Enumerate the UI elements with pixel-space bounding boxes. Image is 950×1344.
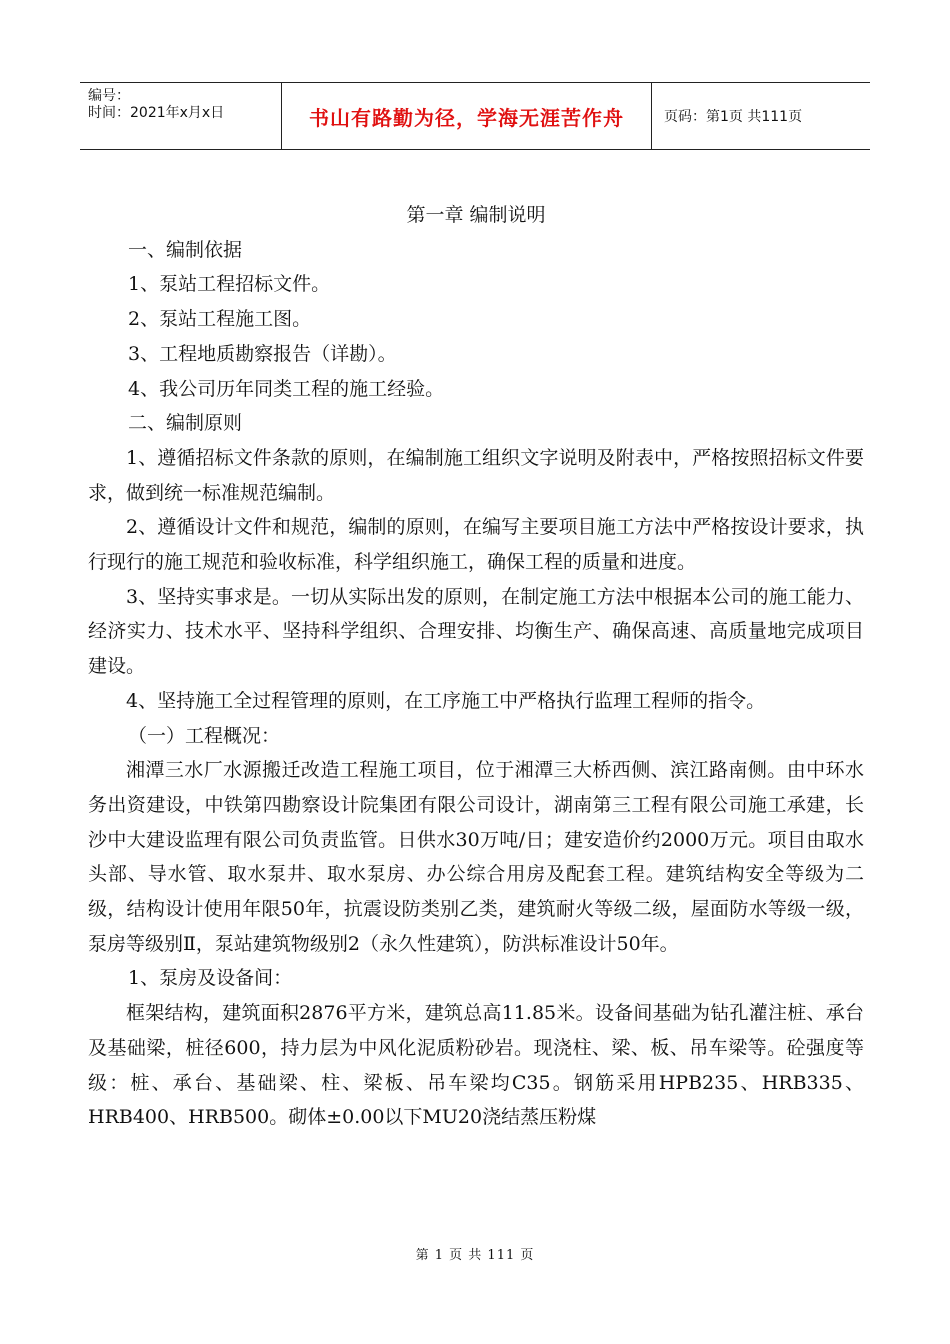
list-item: 3、工程地质勘察报告（详勘）。 [128, 342, 397, 365]
document-body [88, 198, 864, 1135]
list-item: 4、我公司历年同类工程的施工经验。 [128, 377, 445, 400]
principle-paragraph: 4、坚持施工全过程管理的原则，在工序施工中严格执行监理工程师的指令。 [126, 689, 766, 712]
principle-paragraph: 3、坚持实事求是。一切从实际出发的原则，在制定施工方法中根据本公司的施工能力、经济实力、技术水平、坚持科学组织、合理安排、均衡生产、确保高速、高质量地完成项目建设。 [88, 585, 864, 678]
pump-room-title: 1、泵房及设备间： [128, 967, 293, 990]
principle-paragraph: 2、遵循设计文件和规范，编制的原则，在编写主要项目施工方法中严格按设计要求，执行现行的施工规范和验收标准，科学组织施工，确保工程的质量和进度。 [88, 516, 864, 574]
overview-title: （一）工程概况： [128, 724, 281, 747]
document-time-label: 时间：2021年x月x日 [88, 105, 225, 121]
pump-room-paragraph: 框架结构，建筑面积2876平方米，建筑总高11.85米。设备间基础为钻孔灌注桩、承台及基础梁，桩径600，持力层为中风化泥质粉砂岩。现浇柱、梁、板、吊车梁等。砼强度等级：桩、承台、基础梁、柱、梁板、吊车梁均C35。钢筋采用HPB235、HRB335、HRB400、HRB500。砌体±0.00以下MU20浇结蒸压粉煤 [88, 1002, 864, 1129]
list-item: 1、泵站工程招标文件。 [128, 273, 331, 296]
header-page-label: 页码：第1页 共111页 [664, 109, 803, 125]
section-title-basis: 一、编制依据 [128, 238, 243, 261]
page-header [80, 82, 870, 150]
document-number-label: 编号： [88, 88, 130, 104]
header-meta [80, 83, 282, 149]
list-item: 2、泵站工程施工图。 [128, 308, 312, 331]
principle-paragraph: 1、遵循招标文件条款的原则，在编制施工组织文字说明及附表中，严格按照招标文件要求，做到统一标准规范编制。 [88, 446, 864, 504]
chapter-title: 第一章 编制说明 [406, 204, 546, 226]
overview-paragraph: 湘潭三水厂水源搬迁改造工程施工项目，位于湘潭三大桥西侧、滨江路南侧。由中环水务出资建设，中铁第四勘察设计院集团有限公司设计，湖南第三工程有限公司施工承建，长沙中大建设监理有限公司负责监管。日供水30万吨/日；建安造价约2000万元。项目由取水头部、导水管、取水泵井、取水泵房、办公综合用房及配套工程。建筑结构安全等级为二级，结构设计使用年限50年，抗震设防类别乙类，建筑耐火等级二级，屋面防水等级一级，泵房等级别Ⅱ，泵站建筑物级别2（永久性建筑），防洪标准设计50年。 [88, 759, 864, 955]
page-footer: 第 1 页 共 111 页 [415, 1248, 535, 1263]
section-title-principles: 二、编制原则 [128, 412, 243, 435]
header-motto: 书山有路勤为径，学海无涯苦作舟 [282, 83, 652, 149]
